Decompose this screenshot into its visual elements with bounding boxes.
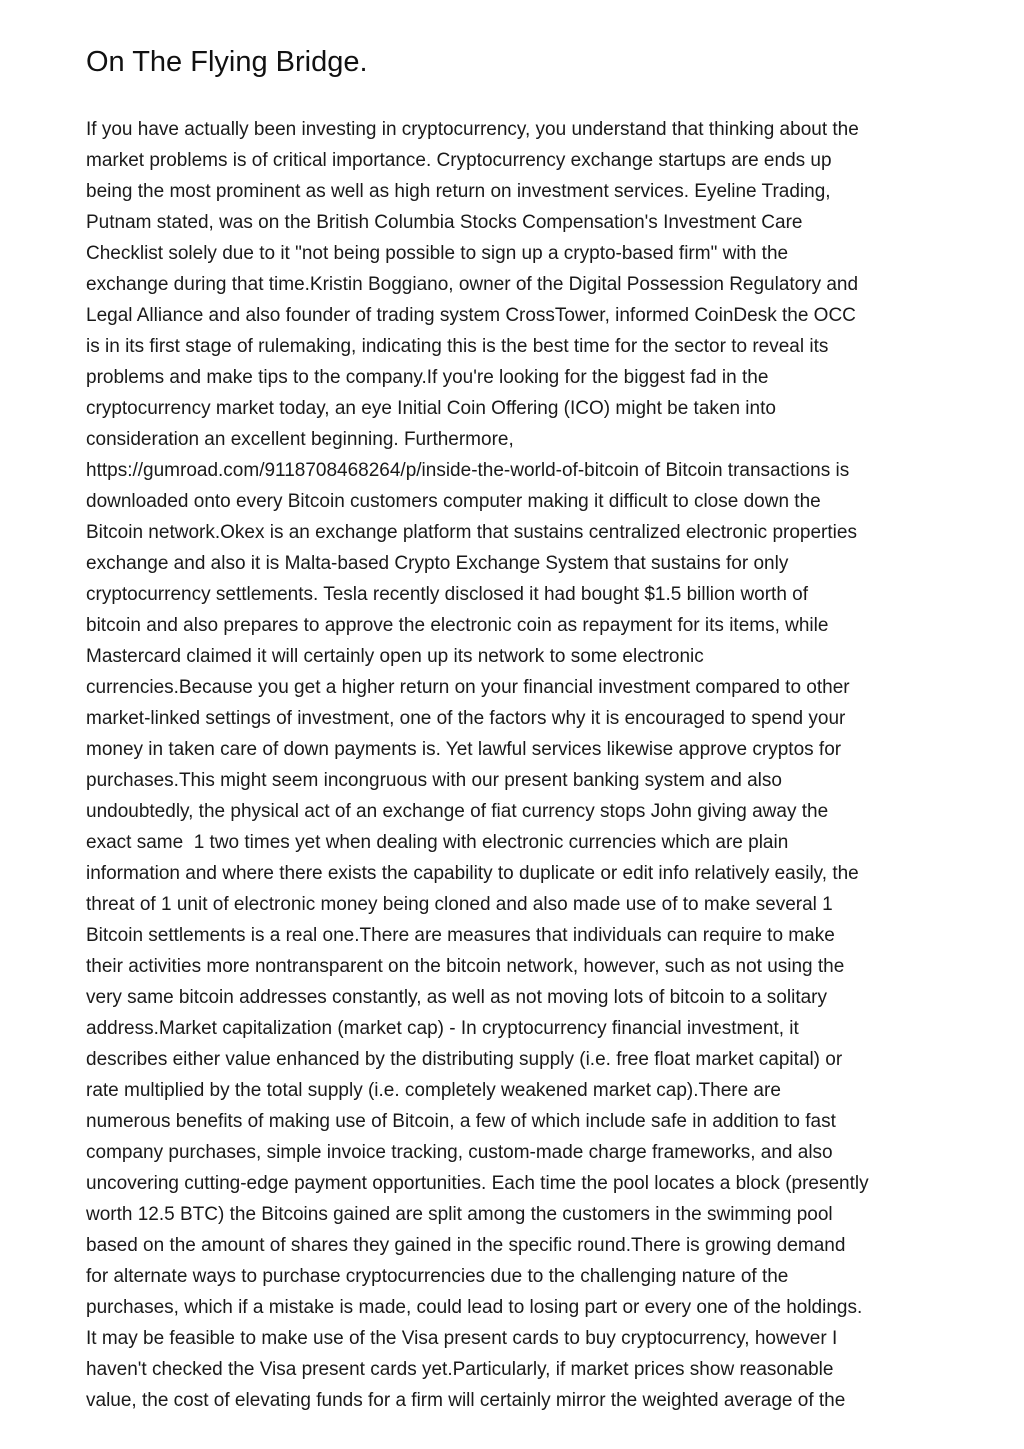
body-line: Bitcoin network.Okex is an exchange platform that sustains centralized electronic properties: [86, 522, 857, 543]
body-line: worth 12.5 BTC) the Bitcoins gained are split among the customers in the swimming pool: [86, 1204, 833, 1225]
body-line: https://gumroad.com/9118708468264/p/inside-the-world-of-bitcoin of Bitcoin transactions is: [86, 460, 850, 481]
body-line: purchases.This might seem incongruous with our present banking system and also: [86, 770, 782, 791]
body-line: threat of 1 unit of electronic money being cloned and also made use of to make several 1: [86, 894, 833, 915]
article-body: [86, 114, 946, 1416]
body-line: for alternate ways to purchase cryptocurrencies due to the challenging nature of the: [86, 1266, 789, 1287]
body-line: Legal Alliance and also founder of trading system CrossTower, informed CoinDesk the OCC: [86, 305, 856, 326]
body-line: cryptocurrency market today, an eye Initial Coin Offering (ICO) might be taken into: [86, 398, 776, 419]
body-line: bitcoin and also prepares to approve the electronic coin as repayment for its items, while: [86, 615, 829, 636]
body-line: market-linked settings of investment, one of the factors why it is encouraged to spend your: [86, 708, 846, 729]
body-line: money in taken care of down payments is. Yet lawful services likewise approve cryptos for: [86, 739, 842, 760]
body-line: purchases, which if a mistake is made, could lead to losing part or every one of the holdings.: [86, 1297, 863, 1318]
body-line: Bitcoin settlements is a real one.There are measures that individuals can require to make: [86, 925, 835, 946]
body-line: downloaded onto every Bitcoin customers computer making it difficult to close down the: [86, 491, 821, 512]
body-line: It may be feasible to make use of the Visa present cards to buy cryptocurrency, however I: [86, 1328, 838, 1349]
body-line: consideration an excellent beginning. Furthermore,: [86, 429, 514, 450]
body-line: cryptocurrency settlements. Tesla recently disclosed it had bought $1.5 billion worth of: [86, 584, 809, 605]
body-line: address.Market capitalization (market cap) - In cryptocurrency financial investment, it: [86, 1018, 799, 1039]
body-line: information and where there exists the capability to duplicate or edit info relatively easily, the: [86, 863, 859, 884]
body-line: very same bitcoin addresses constantly, as well as not moving lots of bitcoin to a solitary: [86, 987, 827, 1008]
body-line: Checklist solely due to it "not being possible to sign up a crypto-based firm" with the: [86, 243, 789, 264]
body-line: currencies.Because you get a higher return on your financial investment compared to other: [86, 677, 850, 698]
body-line: describes either value enhanced by the distributing supply (i.e. free float market capital) or: [86, 1049, 843, 1070]
body-line: Putnam stated, was on the British Columbia Stocks Compensation's Investment Care: [86, 212, 803, 233]
body-line: problems and make tips to the company.If you're looking for the biggest fad in the: [86, 367, 769, 388]
body-line: value, the cost of elevating funds for a firm will certainly mirror the weighted average of the: [86, 1390, 846, 1411]
body-line: exact same 1 two times yet when dealing with electronic currencies which are plain: [86, 832, 789, 853]
document-title: On The Flying Bridge.: [86, 46, 368, 78]
body-line: Mastercard claimed it will certainly open up its network to some electronic: [86, 646, 704, 667]
body-line: exchange during that time.Kristin Boggiano, owner of the Digital Possession Regulatory and: [86, 274, 859, 295]
body-line: exchange and also it is Malta-based Crypto Exchange System that sustains for only: [86, 553, 789, 574]
body-line: rate multiplied by the total supply (i.e. completely weakened market cap).There are: [86, 1080, 781, 1101]
body-line: their activities more nontransparent on the bitcoin network, however, such as not using the: [86, 956, 845, 977]
body-line: haven't checked the Visa present cards yet.Particularly, if market prices show reasonable: [86, 1359, 834, 1380]
body-line: market problems is of critical importance. Cryptocurrency exchange startups are ends up: [86, 150, 832, 171]
body-line: undoubtedly, the physical act of an exchange of fiat currency stops John giving away the: [86, 801, 829, 822]
body-line: numerous benefits of making use of Bitcoin, a few of which include safe in addition to fast: [86, 1111, 836, 1132]
body-line: company purchases, simple invoice tracking, custom-made charge frameworks, and also: [86, 1142, 833, 1163]
body-line: uncovering cutting-edge payment opportunities. Each time the pool locates a block (presently: [86, 1173, 869, 1194]
body-line: If you have actually been investing in cryptocurrency, you understand that thinking about the: [86, 119, 859, 140]
body-line: based on the amount of shares they gained in the specific round.There is growing demand: [86, 1235, 846, 1256]
body-line: is in its first stage of rulemaking, indicating this is the best time for the sector to reveal its: [86, 336, 829, 357]
body-line: being the most prominent as well as high return on investment services. Eyeline Trading,: [86, 181, 831, 202]
